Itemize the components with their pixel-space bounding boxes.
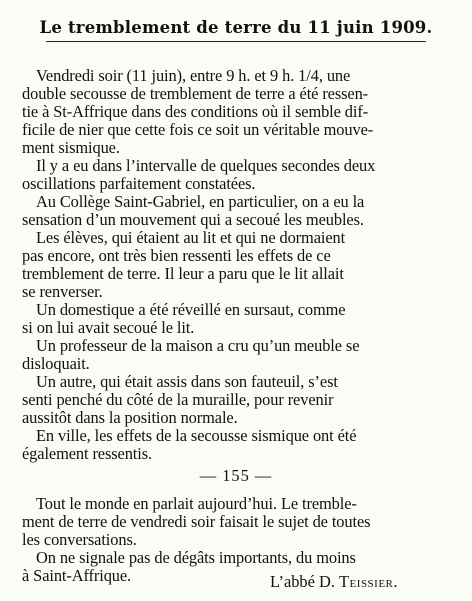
author-signature [270, 572, 398, 592]
text-line: ment de terre de vendredi soir faisait le sujet de toutes [22, 512, 371, 531]
article-title: Le tremblement de terre du 11 juin 1909. [39, 18, 433, 37]
text-line: Au Collège Saint-Gabriel, en particulier, on a eu la [36, 192, 365, 211]
text-line: double secousse de tremblement de terre a été ressen- [22, 84, 369, 103]
page-number: — 155 — [199, 466, 273, 485]
text-line: ficile de nier que cette fois ce soit un véritable mouve- [22, 120, 374, 139]
text-line: Tout le monde en parlait aujourd’hui. Le tremble- [36, 494, 357, 513]
text-line: tremblement de terre. Il leur a paru que le lit allait [22, 264, 344, 283]
text-line: disloquait. [22, 354, 90, 373]
text-line: senti penché du côté de la muraille, pour revenir [22, 390, 334, 409]
title-underline [46, 41, 426, 42]
text-line: sensation d’un mouvement qui a secoué les meubles. [22, 210, 364, 229]
text-line: ment sismique. [22, 138, 120, 157]
text-line: En ville, les effets de la secousse sismique ont été [36, 426, 357, 445]
signature-surname: Teissier. [339, 572, 398, 591]
text-line: Un autre, qui était assis dans son fauteuil, s’est [36, 372, 338, 391]
text-line: si on lui avait secoué le lit. [22, 318, 195, 337]
signature-name: L’abbé D. [270, 572, 335, 591]
text-line: aussitôt dans la position normale. [22, 408, 238, 427]
text-line: tie à St-Affrique dans des conditions où il semble dif- [22, 102, 369, 121]
text-line: les conversations. [22, 530, 137, 549]
text-line: Un professeur de la maison a cru qu’un meuble se [36, 336, 360, 355]
text-line: Vendredi soir (11 juin), entre 9 h. et 9 h. 1/4, une [36, 66, 351, 85]
text-line: pas encore, ont très bien ressenti les effets de ce [22, 246, 331, 265]
text-line: oscillations parfaitement constatées. [22, 174, 256, 193]
text-line: Il y a eu dans l’intervalle de quelques secondes deux [36, 156, 376, 175]
text-line: Un domestique a été réveillé en sursaut, comme [36, 300, 346, 319]
text-line: à Saint-Affrique. [22, 566, 132, 585]
text-line: On ne signale pas de dégâts importants, du moins [36, 548, 356, 567]
text-line: Les élèves, qui étaient au lit et qui ne dormaient [36, 228, 346, 247]
text-line: également ressentis. [22, 444, 152, 463]
text-line: se renverser. [22, 282, 103, 301]
